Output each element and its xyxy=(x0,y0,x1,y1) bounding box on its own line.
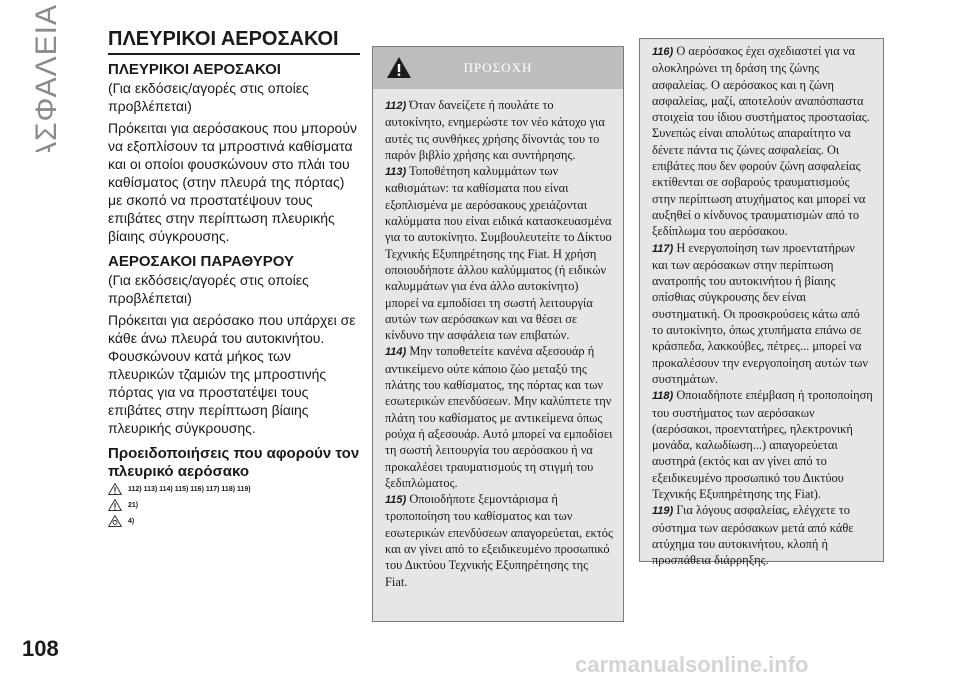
warning-number: 115) xyxy=(385,494,407,507)
warning-item xyxy=(385,163,613,343)
warning-item xyxy=(652,240,873,388)
warning-box xyxy=(372,46,624,622)
warning-item xyxy=(652,387,873,502)
watermark: carmanualsonline.info xyxy=(575,652,809,677)
reference-row xyxy=(108,515,360,527)
section-side-title xyxy=(14,2,70,152)
window-airbags-text: Πρόκειται για αερόσακο που υπάρχει σε κάθε άνω πλευρά του αυτοκινήτου. Φουσκώνουν κατά μήκος των πλευρικών τζαμιών της μπροστινής πόρτας για να προστατέψει τους επιβάτες στην περίπτωση βίαιης πλευρικής σύγκρουσης. xyxy=(108,312,356,436)
warning-box-continued-body xyxy=(640,39,883,569)
warning-text: Τοποθέτηση καλυμμάτων των καθισμάτων: τα καθίσματα που είναι εξοπλισμένα με αερόσακους χρειάζονται καλύμματα που είναι ειδικά κατασκευασμένα για το αυτοκίνητο. Συμβουλευτείτε το Δίκτυο Τεχνικής Εξυπηρέτησης της Fiat. Η χρήση οποιουδήποτε άλλου καλύμματος (ή ειδικών καλυμμάτων για ένα άλλο αυτοκίνητο) μπορεί να εμποδίσει τη σωστή λειτουργία αυτών των αερόσακων και να θέσει σε κίνδυνο την ασφάλεια των επιβατών. xyxy=(385,164,612,343)
warning-item xyxy=(385,97,613,163)
environment-icon xyxy=(108,515,122,527)
side-airbags-note: (Για εκδόσεις/αγορές στις οποίες προβλέπεται) xyxy=(108,80,309,114)
warning-text: Οποιοδήποτε ξεμοντάρισμα ή τροποποίηση του καθίσματος και των εσωτερικών επενδύσεων απαγορεύεται, εκτός και αν γίνει από το εξειδικευμένο προσωπικό του Δικτύου Τεχνικής Εξυπηρέτησης της Fiat. xyxy=(385,492,613,589)
warning-number: 116) xyxy=(652,46,674,58)
warning-item xyxy=(652,43,873,240)
warning-number: 113) xyxy=(385,166,407,179)
page-number: 108 xyxy=(22,636,59,661)
warning-text: Η ενεργοποίηση των προεντατήρων και των αερόσακων στην περίπτωση ανατροπής του αυτοκινήτου ή βίαιης οπίσθιας σύγκρουσης δεν είναι συστηματική. Οι προσκρούσεις κάτω από το αυτοκίνητο, όπως χτυπήματα επάνω σε κράσπεδα, λακκούβες, πέτρες... μπορεί να προκαλέσουν την ενεργοποίηση αυτών των συστημάτων. xyxy=(652,240,868,386)
left-column xyxy=(108,28,360,531)
warning-number: 117) xyxy=(652,242,674,255)
side-airbags-text: Πρόκειται για αερόσακους που μπορούν να εξοπλίσουν τα μπροστινά καθίσματα και οι οποίοι φουσκώνουν στο πλάι του καθίσματος (στην πλευρά της πόρτας) με σκοπό να προστατέψουν τους επιβάτες στην περίπτωση πλευρικής βίαιης σύγκρουσης. xyxy=(108,120,357,244)
warning-box-title: ΠΡΟΣΟΧΗ xyxy=(463,60,533,75)
warning-box-header xyxy=(373,47,623,89)
section-heading: ΠΛΕΥΡΙΚΟΙ ΑΕΡΟΣΑΚΟΙ xyxy=(108,28,360,55)
window-airbags-note: (Για εκδόσεις/αγορές στις οποίες προβλέπεται) xyxy=(108,272,309,306)
reference-row xyxy=(108,483,360,495)
reference-row xyxy=(108,499,360,511)
warning-text: Ο αερόσακος έχει σχεδιαστεί για να ολοκληρώνει τη δράση της ζώνης ασφαλείας. Ο αερόσακος και η ζώνη ασφαλείας, μαζί, αποτελούν αναπόσπαστα στοιχεία του ίδιου συστήματος προστασίας. Συνεπώς είναι απολύτως απαραίτητο να δένετε πάντα τις ζώνες ασφαλείας. Οι επιβάτες που δεν φορούν ζώνη ασφαλείας εκτίθενται σε σοβαρούς τραυματισμούς στην περίπτωση ατυχήματος και μπορεί να αυξηθεί ο κίνδυνος τραυματισμών από το ξεδίπλωμα του αερόσακου. xyxy=(652,44,870,239)
side-airbags-heading: ΠΛΕΥΡΙΚΟΙ ΑΕΡΟΣΑΚΟΙ xyxy=(108,61,281,78)
warning-item xyxy=(385,491,613,590)
warning-number: 118) xyxy=(652,390,674,403)
reference-numbers: 4) xyxy=(128,517,135,525)
caution-icon xyxy=(108,499,122,511)
warning-icon xyxy=(108,483,122,495)
warning-box-body xyxy=(373,89,623,590)
warning-box-continued xyxy=(639,38,884,568)
warning-number: 112) xyxy=(385,100,407,112)
warning-number: 114) xyxy=(385,346,407,359)
warning-item xyxy=(652,502,873,568)
warning-text: Μην τοποθετείτε κανένα αξεσουάρ ή αντικείμενο ούτε κάποιο ζώο μεταξύ της πλάτης του καθίσματος, της πόρτας και των εσωτερικών επενδύσεων. Μην καλύπτετε την πλάτη του καθίσματος με αντικείμενα όπως ρούχα ή αξεσουάρ. Αυτό μπορεί να εμποδίσει τη σωστή λειτουργία του αερόσακου ή να προκαλέσει τραυματισμούς τη στιγμή του ξεδιπλώματος. xyxy=(385,344,613,490)
warning-item xyxy=(385,343,613,491)
side-title-text: ΑΣΦΑΛΕΙΑ xyxy=(30,4,63,152)
warning-text: Για λόγους ασφαλείας, ελέγχετε το σύστημα των αερόσακων μετά από κάθε ατύχημα του αυτοκινήτου, κλοπή ή προσπάθεια διάρρηξης. xyxy=(652,503,854,568)
warning-number: 119) xyxy=(652,505,674,518)
reference-numbers: 112) 113) 114) 115) 116) 117) 118) 119) xyxy=(128,485,251,493)
reference-numbers: 21) xyxy=(128,501,139,509)
warning-text: Οποιαδήποτε επέμβαση ή τροποποίηση του συστήματος των αερόσακων (αερόσακοι, προεντατήρες, ηλεκτρονική μονάδα, καλωδίωση...) απαγορεύεται αυστηρά (εκτός και αν γίνει από το εξειδικευμένο προσωπικό του Δικτύου Τεχνικής Εξυπηρέτησης της Fiat). xyxy=(652,388,873,502)
warning-text: Όταν δανείζετε ή πουλάτε το αυτοκίνητο, ενημερώστε τον νέο κάτοχο για αυτές τις συνθήκες χρήσης δίνοντάς του το παρόν βιβλίο χρήσης και συντήρησης. xyxy=(385,98,605,162)
window-airbags-heading: ΑΕΡΟΣΑΚΟΙ ΠΑΡΑΘΥΡΟΥ xyxy=(108,253,294,270)
warnings-heading: Προειδοποιήσεις που αφορούν τον πλευρικό αερόσακο xyxy=(108,445,360,480)
